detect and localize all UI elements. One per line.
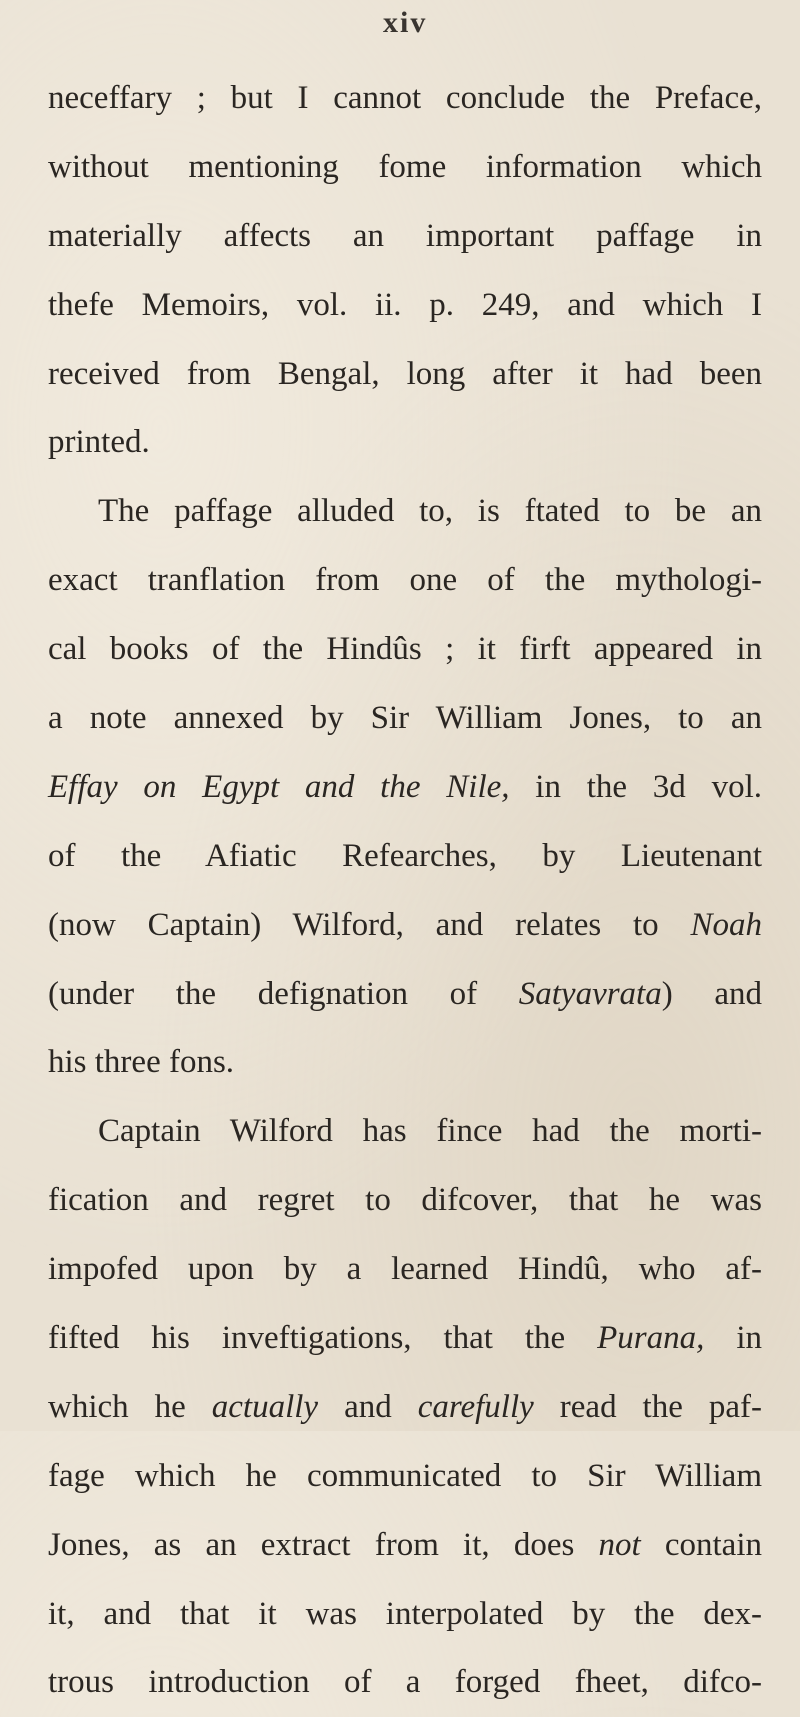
line-20-mid: and	[318, 1388, 418, 1425]
text-line-3: materially affects an important paffage in	[48, 217, 762, 254]
body-text	[48, 64, 762, 1717]
text-line-7: The paffage alluded to, is ftated to be an	[98, 493, 762, 530]
text-line-18: impofed upon by a learned Hindû, who af-	[48, 1251, 762, 1288]
line-13-start: (now Captain) Wilford, and relates to	[48, 906, 691, 943]
text-line-15: his three fons.	[48, 1044, 235, 1081]
line-19-end: in	[704, 1320, 762, 1357]
text-line-19	[48, 1304, 762, 1373]
text-line-16: Captain Wilford has fince had the morti-	[98, 1113, 762, 1150]
italic-carefully: carefully	[417, 1388, 534, 1425]
text-line-24: trous introduction of a forged fheet, difco-	[48, 1664, 762, 1701]
text-line-12: of the Afiatic Refearches, by Lieutenant	[48, 837, 762, 874]
text-line-17: fication and regret to difcover, that he was	[48, 1182, 762, 1219]
text-line-10: a note annexed by Sir William Jones, to an	[48, 700, 762, 737]
italic-actually: actually	[211, 1388, 319, 1425]
text-line-20	[48, 1373, 762, 1442]
text-line-23: it, and that it was interpolated by the dex-	[48, 1595, 762, 1632]
line-20-start: which he	[48, 1388, 212, 1425]
text-line-14	[48, 960, 762, 1029]
line-22-end: contain	[640, 1526, 762, 1563]
page-number: xiv	[383, 6, 428, 39]
text-line-22	[48, 1511, 762, 1580]
line-14-end: ) and	[661, 975, 763, 1012]
line-19-start: fifted his inveftigations, that the	[48, 1320, 598, 1357]
line-11-rest: in the 3d vol.	[509, 768, 762, 805]
line-22-start: Jones, as an extract from it, does	[48, 1526, 599, 1563]
text-line-9: cal books of the Hindûs ; it firft appeared in	[48, 631, 762, 668]
text-line-5: received from Bengal, long after it had been	[48, 355, 762, 392]
text-line-8: exact tranflation from one of the mythologi-	[48, 562, 762, 599]
italic-satyavrata: Satyavrata	[518, 975, 662, 1012]
text-line-21: fage which he communicated to Sir William	[48, 1457, 762, 1494]
text-line-6: printed.	[48, 424, 150, 461]
line-20-end: read the paf-	[533, 1388, 762, 1425]
text-line-1: neceffary ; but I cannot conclude the Preface,	[48, 80, 762, 116]
italic-noah: Noah	[690, 906, 762, 943]
text-line-13	[48, 891, 762, 960]
italic-essay-title: Effay on Egypt and the Nile,	[48, 768, 510, 805]
text-line-4: thefe Memoirs, vol. ii. p. 249, and which I	[48, 286, 762, 323]
italic-purana: Purana,	[597, 1320, 705, 1357]
text-line-2: without mentioning fome information which	[48, 148, 762, 185]
italic-not: not	[598, 1526, 641, 1563]
text-line-11	[48, 753, 762, 822]
line-14-start: (under the defignation of	[48, 975, 519, 1012]
